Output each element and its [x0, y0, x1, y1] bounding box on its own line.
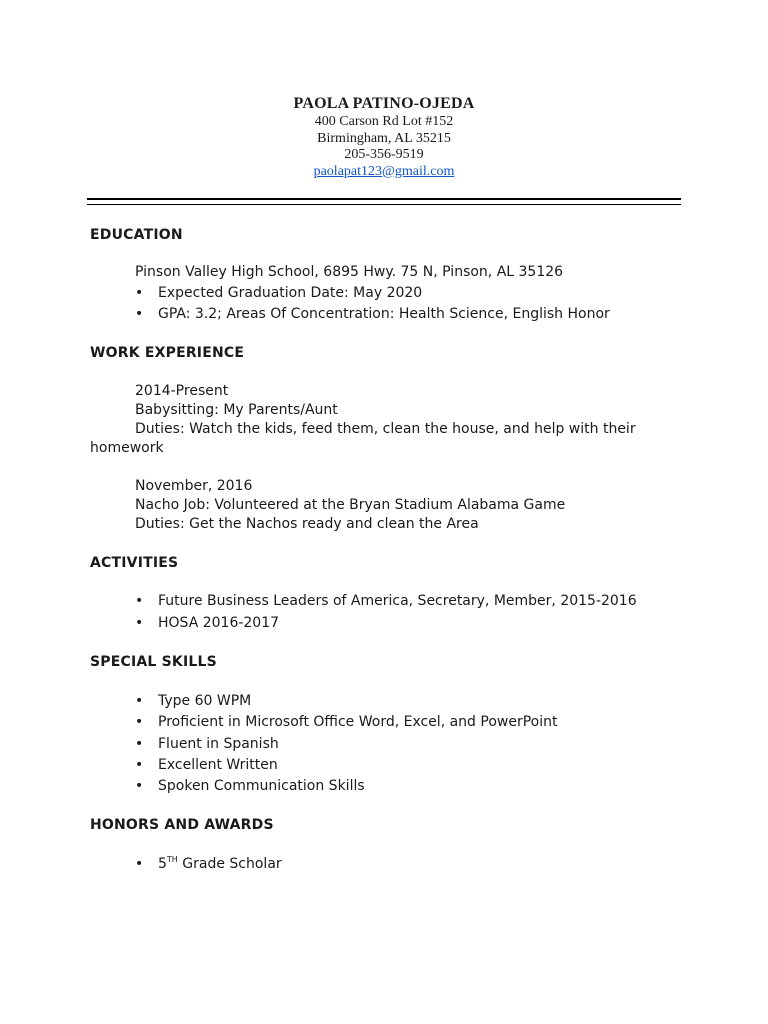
resume-header — [0, 94, 768, 180]
address-line-2: Birmingham, AL 35215 — [317, 130, 451, 146]
award-ordinal-suffix: TH — [166, 855, 178, 864]
skill-item: Spoken Communication Skills — [158, 778, 365, 794]
skills-heading: SPECIAL SKILLS — [90, 654, 217, 670]
honors-heading: HONORS AND AWARDS — [90, 817, 274, 833]
bullet-marker: • — [135, 593, 144, 609]
header-divider-thick — [87, 198, 681, 200]
skill-item: Excellent Written — [158, 757, 278, 773]
education-bullet-gpa: GPA: 3.2; Areas Of Concentration: Health Science, English Honor — [158, 306, 610, 322]
award-item — [158, 855, 282, 874]
bullet-marker: • — [135, 306, 144, 322]
activities-heading: ACTIVITIES — [90, 555, 179, 571]
bullet-marker: • — [135, 285, 144, 301]
bullet-marker: • — [135, 856, 144, 872]
work-heading: WORK EXPERIENCE — [90, 345, 245, 361]
skill-item: Fluent in Spanish — [158, 736, 279, 752]
header-divider-thin — [87, 204, 681, 205]
education-school: Pinson Valley High School, 6895 Hwy. 75 N, Pinson, AL 35126 — [135, 264, 564, 280]
job-2-dates: November, 2016 — [135, 478, 253, 494]
applicant-name: PAOLA PATINO-OJEDA — [293, 95, 475, 112]
job-1-duties-continued: homework — [90, 440, 164, 456]
skill-item: Proficient in Microsoft Office Word, Excel, and PowerPoint — [158, 714, 558, 730]
job-1-dates: 2014-Present — [135, 383, 229, 399]
bullet-marker: • — [135, 778, 144, 794]
award-number: 5 — [158, 856, 167, 872]
education-bullet-graduation: Expected Graduation Date: May 2020 — [158, 285, 423, 301]
award-text: Grade Scholar — [177, 856, 282, 872]
skill-item: Type 60 WPM — [158, 693, 252, 709]
bullet-marker: • — [135, 714, 144, 730]
job-1-duties: Duties: Watch the kids, feed them, clean the house, and help with their — [135, 421, 636, 437]
job-1-title: Babysitting: My Parents/Aunt — [135, 402, 338, 418]
job-2-duties: Duties: Get the Nachos ready and clean the Area — [135, 516, 479, 532]
bullet-marker: • — [135, 693, 144, 709]
job-2-title: Nacho Job: Volunteered at the Bryan Stadium Alabama Game — [135, 497, 566, 513]
bullet-marker: • — [135, 757, 144, 773]
education-heading: EDUCATION — [90, 227, 183, 243]
activity-item: HOSA 2016-2017 — [158, 615, 280, 631]
activity-item: Future Business Leaders of America, Secretary, Member, 2015-2016 — [158, 593, 637, 609]
bullet-marker: • — [135, 736, 144, 752]
bullet-marker: • — [135, 615, 144, 631]
phone-number: 205-356-9519 — [344, 147, 424, 162]
email-link[interactable]: paolapat123@gmail.com — [313, 163, 455, 179]
address-line-1: 400 Carson Rd Lot #152 — [314, 114, 454, 129]
